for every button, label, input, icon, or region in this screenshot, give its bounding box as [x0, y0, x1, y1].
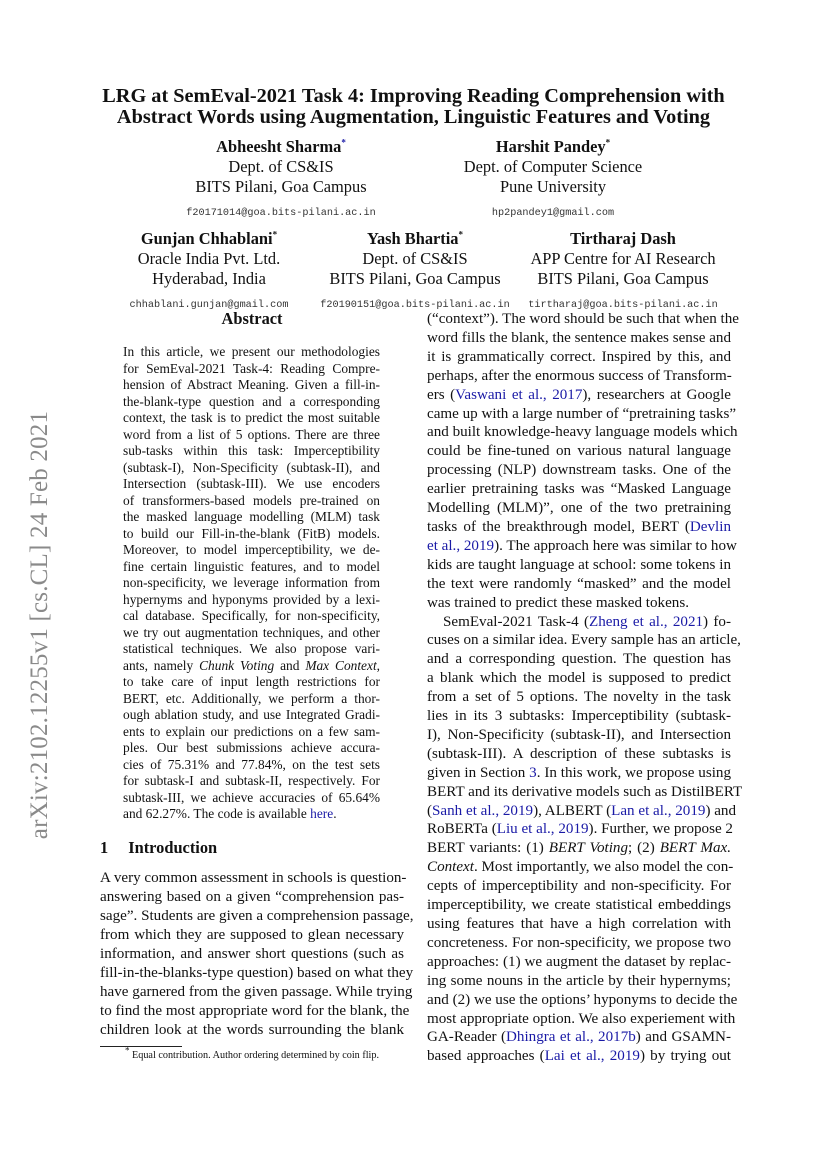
text-run: to take care of input length restrictions for	[123, 674, 380, 689]
text-run: In this article, we present our methodologies	[123, 344, 380, 359]
text-run: fine certain linguistic features, and to model	[123, 558, 380, 574]
text-run: ) fo-	[703, 613, 731, 630]
text-run: using features that have a high correlation with	[427, 916, 731, 932]
text-line	[427, 915, 731, 934]
text-run: hension of Abstract Meaning. Given a fill-in-	[123, 377, 380, 392]
text-run: answering based on a given “comprehension pas-	[100, 889, 404, 905]
author-name: Abheesht Sharma	[216, 137, 342, 156]
text-run: SemEval-2021 Task-4 (	[443, 613, 589, 630]
text-line	[427, 329, 731, 348]
text-line	[427, 991, 738, 1010]
text-run: (	[427, 802, 433, 819]
text-run: and 62.27%. The code is available	[123, 806, 311, 821]
text-run: .	[333, 806, 337, 821]
text-line	[427, 669, 731, 688]
author-name: Gunjan Chhablani	[140, 229, 273, 248]
text-run: RoBERTa (	[427, 821, 497, 838]
text-run: ). The approach here was similar to how	[494, 537, 737, 554]
text-run: non-specificity, we leverage information from	[123, 575, 380, 590]
text-run: word from a list of 5 options. There are three	[123, 426, 380, 442]
text-run: and (2) we use the options’ hyponyms to decide the	[427, 991, 738, 1008]
text-run: the-blank-type question and a corresponding	[123, 393, 380, 409]
author-dept: Dept. of CS&IS	[362, 249, 468, 268]
text-line	[427, 764, 731, 783]
text-line	[123, 526, 380, 543]
citation-link[interactable]: Lai et al., 2019	[544, 1048, 640, 1065]
text-run: (subtask-I), Non-Specificity (subtask-II), and	[123, 459, 380, 475]
abstract-heading: Abstract	[221, 309, 283, 328]
text-run: subtask-III, we achieve accuracies of 65.64%	[123, 789, 380, 805]
text-run: was trained to predict these masked tokens.	[427, 594, 689, 611]
footnote-mark: *	[458, 229, 464, 240]
emphasized-text: Max Context	[305, 657, 377, 673]
text-run: ,	[376, 657, 381, 673]
text-run: BERT, etc. Additionally, we perform a thor-	[123, 690, 380, 706]
paper-title-line-1: LRG at SemEval-2021 Task 4: Improving Reading Comprehension with	[102, 85, 725, 107]
text-run: cies of 75.31% and 77.84%, on the test sets	[123, 756, 380, 772]
text-run: given in Section	[427, 764, 530, 781]
text-run: and built knowledge-heavy language models which	[427, 424, 738, 441]
text-run: ples. Our best submissions achieve accura-	[123, 740, 380, 755]
citation-link[interactable]: Zheng et al., 2021	[588, 613, 704, 630]
text-run: GA-Reader (	[427, 1029, 507, 1046]
section-heading-introduction	[100, 838, 217, 858]
text-run: Modelling (MLM)”, one of the two pretraining	[427, 500, 731, 517]
text-line	[123, 625, 380, 642]
text-run: ) and GSAMN-	[635, 1029, 731, 1046]
text-line	[427, 594, 731, 613]
text-line	[100, 964, 414, 983]
author-block	[130, 229, 289, 316]
text-line	[427, 367, 731, 386]
text-line	[123, 575, 380, 592]
text-line	[123, 394, 380, 411]
author-block	[464, 137, 642, 224]
arxiv-stamp: arXiv:2102.12255v1 [cs.CL] 24 Feb 2021	[26, 410, 53, 840]
text-run: sage”. Students are given a comprehension passage,	[100, 908, 414, 924]
citation-link[interactable]: Dhingra et al., 2017b	[506, 1029, 636, 1046]
text-line	[427, 1028, 731, 1047]
text-line	[123, 740, 380, 757]
text-line	[123, 377, 380, 394]
text-run: concreteness. For non-specificity, we propose two	[427, 934, 731, 951]
text-line	[427, 518, 731, 537]
text-line	[123, 806, 380, 823]
text-run: Intersection (subtask-III). We use encoders	[123, 476, 380, 491]
text-run: ), ALBERT (	[533, 802, 612, 819]
author-name: Tirtharaj Dash	[570, 229, 676, 248]
text-line	[123, 592, 380, 609]
text-line	[427, 499, 731, 518]
text-line	[427, 310, 739, 329]
author-institution: BITS Pilani, Goa Campus	[329, 269, 501, 288]
text-line	[123, 542, 380, 559]
citation-link[interactable]: Vaswani et al., 2017	[455, 386, 583, 403]
text-run: ; (2)	[628, 840, 660, 857]
text-run: statistical techniques. We also propose vari-	[123, 641, 380, 656]
text-line	[427, 934, 731, 953]
text-line	[427, 1010, 736, 1029]
text-line	[123, 641, 380, 658]
text-line	[427, 953, 731, 972]
emphasized-text: Context	[427, 859, 474, 876]
text-run: the masked language modelling (MLM) task	[123, 509, 380, 524]
text-line	[427, 461, 731, 480]
text-line	[123, 361, 380, 378]
text-line	[427, 896, 731, 915]
text-run: fill-in-the-blanks-type question) based on what they	[100, 965, 414, 981]
text-run: it is grammatically correct. Inspired by this, and	[427, 348, 731, 365]
text-line	[427, 820, 731, 839]
text-line	[123, 674, 380, 691]
text-run: Moreover, to model imperceptibility, we de-	[123, 542, 380, 557]
text-line	[100, 869, 407, 888]
text-run: approaches: (1) we augment the dataset by replac-	[427, 953, 731, 970]
text-line	[123, 493, 380, 510]
text-run: ) and	[705, 802, 737, 819]
text-run: lies in its 3 subtasks: Imperceptibility (subtask-	[427, 708, 731, 725]
text-run: information, and answer short questions (such as	[100, 946, 404, 962]
text-line	[123, 790, 380, 807]
text-line	[427, 745, 731, 764]
text-run: . Most importantly, we also model the con-	[473, 859, 734, 876]
section-number: 1	[100, 838, 109, 857]
text-run: came up with a large number of “pretraining tasks”	[427, 405, 737, 422]
text-run: processing (NLP) downstream tasks. One of the	[427, 462, 731, 479]
author-institution: Pune University	[499, 177, 607, 196]
text-line	[427, 480, 731, 499]
author-dept: Dept. of CS&IS	[228, 157, 334, 176]
text-run: tasks of the breakthrough model, BERT (	[427, 518, 690, 535]
author-institution: BITS Pilani, Goa Campus	[537, 269, 709, 288]
text-run: BERT variants: (1)	[427, 840, 549, 857]
footnote-text: Equal contribution. Author ordering determined by coin flip.	[129, 1050, 380, 1061]
text-line	[100, 907, 414, 926]
text-line	[427, 858, 734, 877]
text-run: the text were randomly “masked” and the model	[427, 575, 731, 592]
text-run: ants, namely	[123, 657, 200, 673]
author-block	[186, 137, 376, 224]
paragraph	[427, 310, 739, 613]
author-block	[528, 229, 718, 316]
author-dept: Dept. of Computer Science	[463, 157, 643, 176]
author-dept: APP Centre for AI Research	[530, 249, 716, 268]
text-run: ). Further, we propose 2	[588, 821, 733, 838]
text-run: ) by trying out	[639, 1048, 732, 1065]
text-line	[123, 658, 380, 675]
footnote-mark: *	[272, 229, 278, 240]
text-line	[100, 945, 404, 964]
text-line	[427, 802, 737, 821]
paragraph	[427, 613, 743, 1067]
text-run: and	[274, 657, 306, 673]
footnote-mark-link[interactable]: *	[341, 137, 346, 148]
text-line	[427, 707, 731, 726]
author-dept: Oracle India Pvt. Ltd.	[137, 249, 281, 268]
citation-link[interactable]: here	[310, 806, 334, 821]
text-line	[427, 972, 731, 991]
text-run: from a set of 5 options. The novelty in the task	[427, 689, 731, 706]
author-institution: BITS Pilani, Goa Campus	[195, 177, 367, 196]
text-line	[427, 650, 731, 669]
text-run: ough ablation study, and use Integrated Gradi-	[123, 707, 380, 722]
text-run: A very common assessment in schools is question-	[100, 870, 407, 886]
text-line	[100, 983, 413, 1002]
text-line	[427, 405, 737, 424]
text-run: (subtask-III). A description of these subtasks is	[427, 745, 731, 762]
author-institution: Hyderabad, India	[152, 269, 266, 288]
author-name: Yash Bhartia	[366, 229, 459, 248]
text-line	[123, 427, 380, 444]
section-title: Introduction	[128, 838, 218, 857]
text-line	[427, 537, 737, 556]
text-line	[427, 1047, 731, 1066]
text-line	[427, 556, 731, 575]
text-run: ents to explain our predictions on a few sam-	[123, 723, 380, 739]
text-line	[123, 509, 380, 526]
text-run: . In this work, we propose using	[536, 764, 731, 781]
text-run: word fills the blank, the sentence makes sense and	[427, 329, 731, 346]
text-line	[123, 344, 380, 361]
text-run: for SemEval-2021 Task-4: Reading Compre-	[123, 360, 380, 376]
text-line	[123, 559, 380, 576]
text-run: ing some nouns in the article by their hypernyms;	[427, 972, 731, 989]
text-line	[123, 773, 380, 790]
text-run: I), Non-Specificity (subtask-II), and Intersection	[427, 726, 731, 743]
emphasized-text: BERT Voting	[548, 840, 629, 857]
text-line	[123, 460, 380, 477]
text-run: kids are taught language at school: some tokens in	[427, 556, 731, 573]
text-line	[123, 443, 380, 460]
footnote-mark: *	[124, 1045, 130, 1056]
text-line	[427, 442, 731, 461]
text-run: of transformers-based models pre-trained on	[123, 492, 380, 508]
text-line	[123, 707, 380, 724]
text-run: perhaps, after the enormous success of Transform-	[427, 367, 732, 384]
text-line	[123, 757, 380, 774]
text-line	[427, 688, 731, 707]
text-line	[427, 631, 741, 650]
text-run: could be fine-tuned on various natural language	[427, 443, 731, 460]
author-email: hp2pandey1@gmail.com	[491, 208, 615, 219]
text-line	[427, 348, 731, 367]
author-block	[320, 229, 510, 316]
citation-link[interactable]: et al., 2019	[427, 537, 495, 554]
abstract-body	[123, 344, 380, 823]
text-run: for subtask-I and subtask-II, respectively. For	[123, 773, 380, 788]
footnote-mark: *	[605, 137, 611, 148]
author-name: Harshit Pandey	[495, 137, 606, 156]
text-line	[427, 839, 731, 858]
text-run: we try out augmentation techniques, and other	[123, 624, 380, 640]
introduction-body	[100, 869, 414, 1040]
text-run: hypernyms and hyponyms provided by a lexi-	[123, 591, 380, 607]
text-line	[100, 1002, 410, 1021]
text-run: to find the most appropriate word for the blank, the	[100, 1003, 410, 1019]
text-run: cuses on a similar idea. Every sample has an article,	[427, 632, 741, 649]
text-run: BERT and its derivative models such as DistilBERT	[427, 783, 743, 800]
citation-link[interactable]: Liu et al., 2019	[496, 821, 589, 838]
text-run: ), researchers at Google	[582, 386, 731, 403]
text-run: most appropriate option. We also experiement with	[427, 1010, 736, 1027]
paper-title-line-2: Abstract Words using Augmentation, Linguistic Features and Voting	[116, 106, 711, 128]
text-run: and a corresponding question. The question has	[427, 651, 731, 668]
text-line	[123, 724, 380, 741]
text-run: to build our Fill-in-the-blank (FitB) models.	[123, 525, 380, 541]
text-line	[427, 575, 731, 594]
citation-link[interactable]: Lan et al., 2019	[611, 802, 706, 819]
text-run: (“context”). The word should be such that when the	[427, 311, 739, 327]
text-run: children look at the words surrounding the blank	[100, 1022, 404, 1038]
text-line	[100, 888, 404, 907]
text-run: context, the task is to predict the most suitable	[123, 410, 380, 425]
text-line	[427, 613, 731, 632]
text-line	[100, 1021, 404, 1040]
author-email: f20171014@goa.bits-pilani.ac.in	[186, 208, 376, 219]
author-email: chhablani.gunjan@gmail.com	[129, 300, 289, 311]
footnote-divider	[100, 1046, 182, 1047]
text-line	[100, 926, 404, 945]
text-line	[123, 691, 380, 708]
text-run: earlier pretraining tasks was “Masked Language	[427, 481, 731, 498]
citation-link[interactable]: Sanh et al., 2019	[432, 802, 534, 819]
text-line	[427, 423, 738, 442]
text-line	[123, 410, 380, 427]
text-line	[427, 386, 731, 405]
citation-link[interactable]: 3	[529, 764, 537, 781]
emphasized-text: Chunk Voting	[199, 657, 275, 673]
text-run: have garnered from the given passage. While trying	[100, 984, 413, 1000]
text-line	[123, 608, 380, 625]
citation-link[interactable]: Devlin	[689, 518, 731, 535]
author-email: tirtharaj@goa.bits-pilani.ac.in	[528, 300, 718, 311]
emphasized-text: BERT Max.	[659, 840, 731, 857]
text-run: a blank which the model is supposed to predict	[427, 670, 731, 687]
text-run: cal database. Specifically, for non-specificity,	[123, 608, 380, 623]
text-line	[427, 877, 731, 896]
footnote	[100, 1045, 404, 1061]
text-line	[123, 476, 380, 493]
right-column-body	[427, 310, 743, 1066]
text-line	[427, 726, 731, 745]
text-run: sub-tasks within this task: Imperceptibility	[123, 443, 380, 458]
text-run: cepts of imperceptibility and non-specificity. For	[427, 878, 731, 895]
text-run: imperceptibility, we create statistical embeddings	[427, 897, 731, 914]
text-run: based approaches (	[427, 1048, 545, 1065]
text-run: from which they are supposed to glean necessary	[100, 927, 404, 943]
author-email: f20190151@goa.bits-pilani.ac.in	[320, 300, 510, 311]
text-run: ers (	[427, 386, 456, 403]
text-line	[427, 783, 743, 802]
